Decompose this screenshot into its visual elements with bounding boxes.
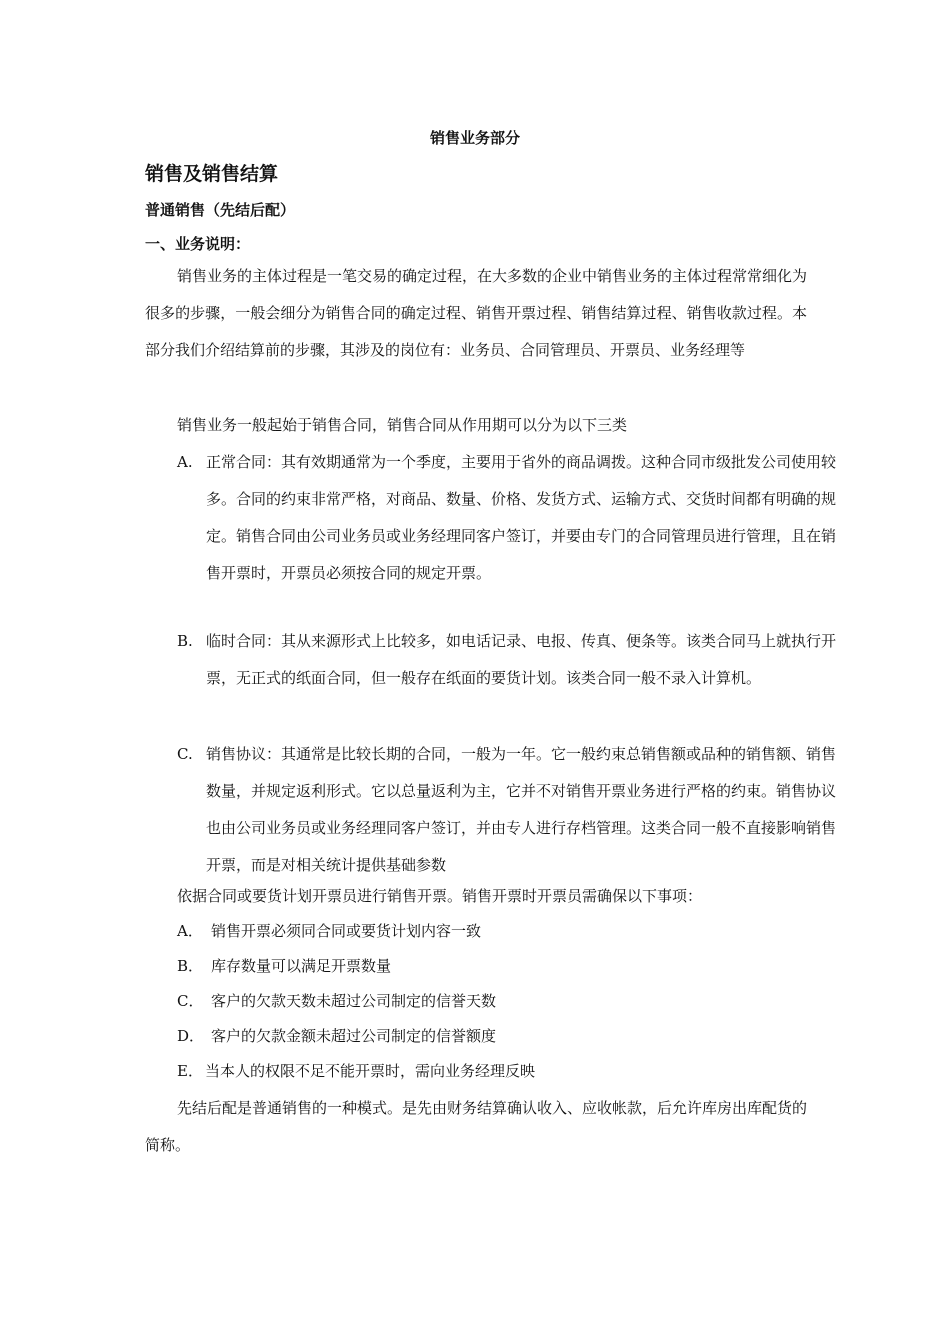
contract-type-item bbox=[177, 736, 836, 884]
list-item-text: 当本人的权限不足不能开票时，需向业务经理反映 bbox=[205, 1062, 536, 1080]
list-marker: C． bbox=[177, 992, 204, 1010]
list-marker: A． bbox=[177, 922, 203, 940]
list-marker: B. bbox=[177, 632, 193, 650]
list-item-text: 客户的欠款天数未超过公司制定的信誉天数 bbox=[211, 992, 497, 1010]
contract-type-item bbox=[177, 444, 836, 592]
list-marker: A. bbox=[177, 453, 193, 471]
list-item-text: 库存数量可以满足开票数量 bbox=[211, 957, 392, 975]
list-marker: E． bbox=[177, 1062, 203, 1080]
invoice-check-item bbox=[177, 948, 391, 985]
closing-paragraph: 先结后配是普通销售的一种模式。是先由财务结算确认收入、应收帐款，后允许库房出库配货的简称。 bbox=[145, 1099, 808, 1154]
invoice-check-item bbox=[177, 983, 496, 1020]
intro-paragraph: 销售业务的主体过程是一笔交易的确定过程，在大多数的企业中销售业务的主体过程常常细化为很多的步骤，一般会细分为销售合同的确定过程、销售开票过程、销售结算过程、销售收款过程。本部分我们介绍结算前的步骤，其涉及的岗位有：业务员、合同管理员、开票员、业务经理等 bbox=[145, 267, 808, 359]
document-title: 销售业务部分 bbox=[429, 129, 520, 147]
list-marker: B． bbox=[177, 957, 204, 975]
section-heading: 销售及销售结算 bbox=[145, 163, 279, 185]
list-item-text: 客户的欠款金额未超过公司制定的信誉额度 bbox=[211, 1027, 497, 1045]
list-marker: C. bbox=[177, 745, 193, 763]
sub-heading: 普通销售（先结后配） bbox=[145, 201, 296, 219]
list-item-text: 销售协议：其通常是比较长期的合同，一般为一年。它一般约束总销售额或品种的销售额、销售数量，并规定返利形式。它以总量返利为主，它并不对销售开票业务进行严格的约束。销售协议也由公司业务员或业务经理同客户签订，并由专人进行存档管理。这类合同一般不直接影响销售开票，而是对相关统计提供基础参数 bbox=[206, 745, 837, 874]
invoice-check-item bbox=[177, 913, 481, 950]
invoice-check-item bbox=[177, 1053, 535, 1090]
contract-types-intro: 销售业务一般起始于销售合同，销售合同从作用期可以分为以下三类 bbox=[177, 416, 628, 434]
list-item-text: 临时合同：其从来源形式上比较多，如电话记录、电报、传真、便条等。该类合同马上就执行开票，无正式的纸面合同，但一般存在纸面的要货计划。该类合同一般不录入计算机。 bbox=[206, 632, 837, 687]
list-item-text: 正常合同：其有效期通常为一个季度，主要用于省外的商品调拨。这种合同市级批发公司使用较多。合同的约束非常严格，对商品、数量、价格、发货方式、运输方式、交货时间都有明确的规定。销售合同由公司业务员或业务经理同客户签订，并要由专门的合同管理员进行管理，且在销售开票时，开票员必须按合同的规定开票。 bbox=[206, 453, 837, 582]
list-marker: D． bbox=[177, 1027, 205, 1045]
part-heading: 一、业务说明： bbox=[145, 235, 251, 253]
contract-type-item bbox=[177, 623, 836, 697]
invoice-intro: 依据合同或要货计划开票员进行销售开票。销售开票时开票员需确保以下事项： bbox=[177, 887, 703, 905]
list-item-text: 销售开票必须同合同或要货计划内容一致 bbox=[211, 922, 482, 940]
invoice-check-item bbox=[177, 1018, 496, 1055]
